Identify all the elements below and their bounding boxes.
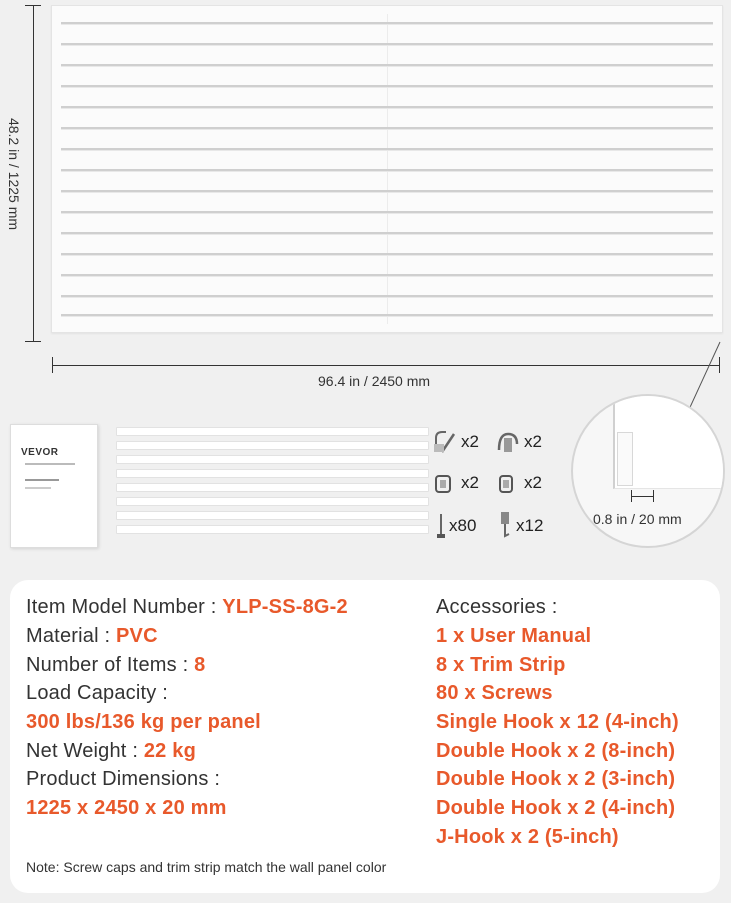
clip-hook-icon bbox=[432, 472, 456, 494]
panel-slot bbox=[61, 22, 713, 25]
panel-slot bbox=[61, 106, 713, 109]
material-row bbox=[26, 625, 158, 648]
trim-strips bbox=[116, 425, 429, 543]
manual-text-line bbox=[25, 479, 59, 481]
spec-card bbox=[10, 580, 720, 893]
panel-slot bbox=[61, 253, 713, 256]
hardware-count: x2 bbox=[461, 473, 479, 492]
trim-strip bbox=[116, 427, 429, 436]
manual-text-line bbox=[25, 463, 75, 465]
hardware-count: x2 bbox=[524, 432, 542, 451]
height-dimension-line bbox=[33, 5, 34, 342]
height-dimension-tick-top bbox=[25, 5, 41, 6]
panel-slot bbox=[61, 211, 713, 214]
screw-icon bbox=[434, 512, 448, 540]
panel-slot bbox=[61, 274, 713, 277]
items-value: 8 bbox=[194, 654, 206, 676]
panel-slot bbox=[61, 43, 713, 46]
panel-slot bbox=[61, 169, 713, 172]
manual-text-line bbox=[25, 487, 51, 489]
thickness-tick-right bbox=[653, 490, 654, 502]
panel-slot bbox=[61, 314, 713, 317]
hardware-count: x12 bbox=[516, 516, 544, 535]
model-label: Item Model Number : bbox=[26, 596, 223, 618]
thickness-dimension-line bbox=[631, 496, 653, 497]
width-dimension-tick-left bbox=[52, 357, 53, 373]
weight-value: 22 kg bbox=[143, 740, 196, 762]
hardware-count: x2 bbox=[461, 432, 479, 451]
j-hook-icon bbox=[432, 430, 458, 454]
accessory-item: 80 x Screws bbox=[436, 682, 553, 704]
weight-row bbox=[26, 740, 196, 763]
panel-slot-detail bbox=[617, 432, 633, 486]
panel-slot bbox=[61, 85, 713, 88]
manual-brand-logo: VEVOR bbox=[21, 447, 59, 458]
accessory-item: 1 x User Manual bbox=[436, 625, 592, 647]
hardware-count: x80 bbox=[449, 516, 477, 535]
trim-strip bbox=[116, 441, 429, 450]
trim-strip bbox=[116, 525, 429, 534]
accessories-title: Accessories : bbox=[436, 596, 558, 618]
panel-slot bbox=[61, 295, 713, 298]
panel-slot bbox=[61, 148, 713, 151]
slatwall-panel bbox=[51, 5, 723, 333]
panel-slot bbox=[61, 232, 713, 235]
height-dimension-label: 48.2 in / 1225 mm bbox=[6, 117, 22, 231]
model-row bbox=[26, 596, 348, 619]
color-note: Note: Screw caps and trim strip match the wall panel color bbox=[26, 859, 387, 875]
accessory-item: J-Hook x 2 (5-inch) bbox=[436, 826, 619, 848]
load-value: 300 lbs/136 kg per panel bbox=[26, 711, 261, 733]
trim-strip bbox=[116, 511, 429, 520]
width-dimension-label: 96.4 in / 2450 mm bbox=[318, 373, 431, 389]
dims-value: 1225 x 2450 x 20 mm bbox=[26, 797, 227, 819]
accessory-item: Double Hook x 2 (8-inch) bbox=[436, 740, 676, 762]
items-label: Number of Items : bbox=[26, 654, 195, 676]
double-hook-icon bbox=[495, 430, 521, 454]
material-label: Material : bbox=[26, 625, 117, 647]
panel-slot bbox=[61, 64, 713, 67]
model-value: YLP-SS-8G-2 bbox=[222, 596, 348, 618]
trim-strip bbox=[116, 469, 429, 478]
panel-slot bbox=[61, 127, 713, 130]
trim-strip bbox=[116, 483, 429, 492]
accessory-item: Single Hook x 12 (4-inch) bbox=[436, 711, 679, 733]
items-row bbox=[26, 654, 205, 677]
weight-label: Net Weight : bbox=[26, 740, 144, 762]
panel-slot bbox=[61, 190, 713, 193]
single-hook-icon bbox=[497, 510, 515, 540]
trim-strip bbox=[116, 455, 429, 464]
accessory-item: Double Hook x 2 (4-inch) bbox=[436, 797, 676, 819]
height-dimension-tick-bottom bbox=[25, 341, 41, 342]
clip-hook-icon bbox=[495, 472, 519, 494]
trim-strip bbox=[116, 497, 429, 506]
load-label: Load Capacity : bbox=[26, 682, 168, 704]
hardware-count: x2 bbox=[524, 473, 542, 492]
width-dimension-line bbox=[52, 365, 720, 366]
thickness-dimension-label: 0.8 in / 20 mm bbox=[593, 511, 682, 527]
accessory-item: 8 x Trim Strip bbox=[436, 654, 566, 676]
dims-label: Product Dimensions : bbox=[26, 768, 221, 790]
material-value: PVC bbox=[116, 625, 158, 647]
user-manual bbox=[10, 424, 98, 548]
accessory-item: Double Hook x 2 (3-inch) bbox=[436, 768, 676, 790]
